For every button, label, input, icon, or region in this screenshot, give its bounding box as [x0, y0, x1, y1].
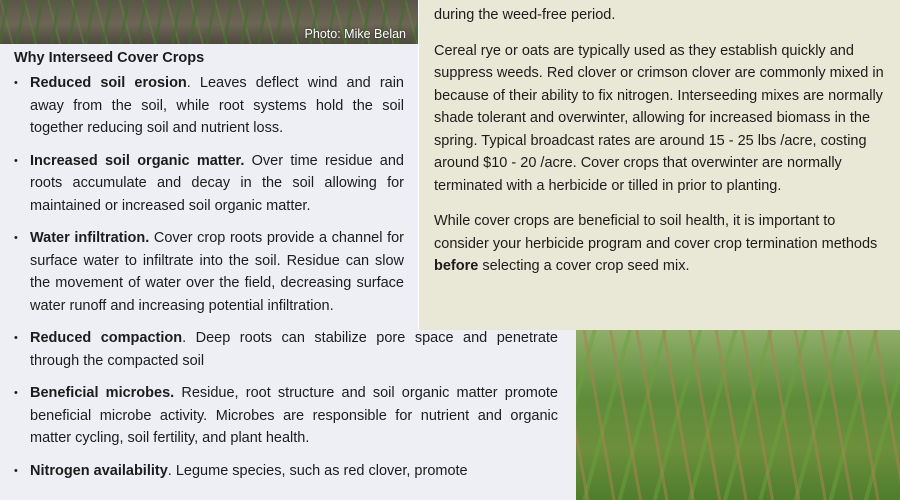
list-item-organic-matter: • Increased soil organic matter. Over time residue and roots accumulate and decay in the soil allowing for maintained or increased soil organic matter. — [14, 150, 404, 218]
corn-field-photo — [0, 0, 418, 44]
paragraph-species: Cereal rye or oats are typically used as they establish quickly and suppress weeds. Red clover or crimson clover are commonly mixed in because of their ability to fix nitrogen. Interseeding mixes are normally shade tolerant and overwinter, allowing for increased biomass in the spring. Typical broadcast rates are around 15 - 25 lbs /acre, costing around $10 - 20 /acre. Cover crops that overwinter are normally terminated with a herbicide or tilled in prior to planting. — [434, 42, 884, 194]
list-item-compaction: • Reduced compaction. Deep roots can stabilize pore space and penetrate through the compacted soil — [14, 327, 558, 372]
benefits-list — [14, 72, 560, 482]
paragraph-weed-free: during the weed-free period. — [434, 7, 616, 23]
benefits-section — [14, 50, 560, 492]
list-item-microbes: • Beneficial microbes. Residue, root structure and soil organic matter promote beneficial microbe activity. Microbes are responsible for nutrient and organic matter cycling, soil fertility, and plant health. — [14, 382, 558, 450]
cover-crop-field-photo — [576, 330, 900, 500]
list-item-infiltration: • Water infiltration. Cover crop roots provide a channel for surface water to infiltrate into the soil. Residue can slow the movement of water over the field, decreasing surface water runoff and increasing potential infiltration. — [14, 227, 404, 317]
photo-credit: Photo: Mike Belan — [304, 27, 406, 41]
emphasis-before: before — [434, 258, 479, 274]
list-item-erosion: • Reduced soil erosion. Leaves deflect wind and rain away from the soil, while root systems hold the soil together reducing soil and nutrient loss. — [14, 72, 404, 140]
section-heading: Why Interseed Cover Crops — [14, 50, 205, 66]
list-item-nitrogen: • Nitrogen availability. Legume species, such as red clover, promote — [14, 460, 558, 483]
paragraph-herbicide: While cover crops are beneficial to soil health, it is important to consider your herbicide program and cover crop termination methods before selecting a cover crop seed mix. — [434, 213, 878, 274]
